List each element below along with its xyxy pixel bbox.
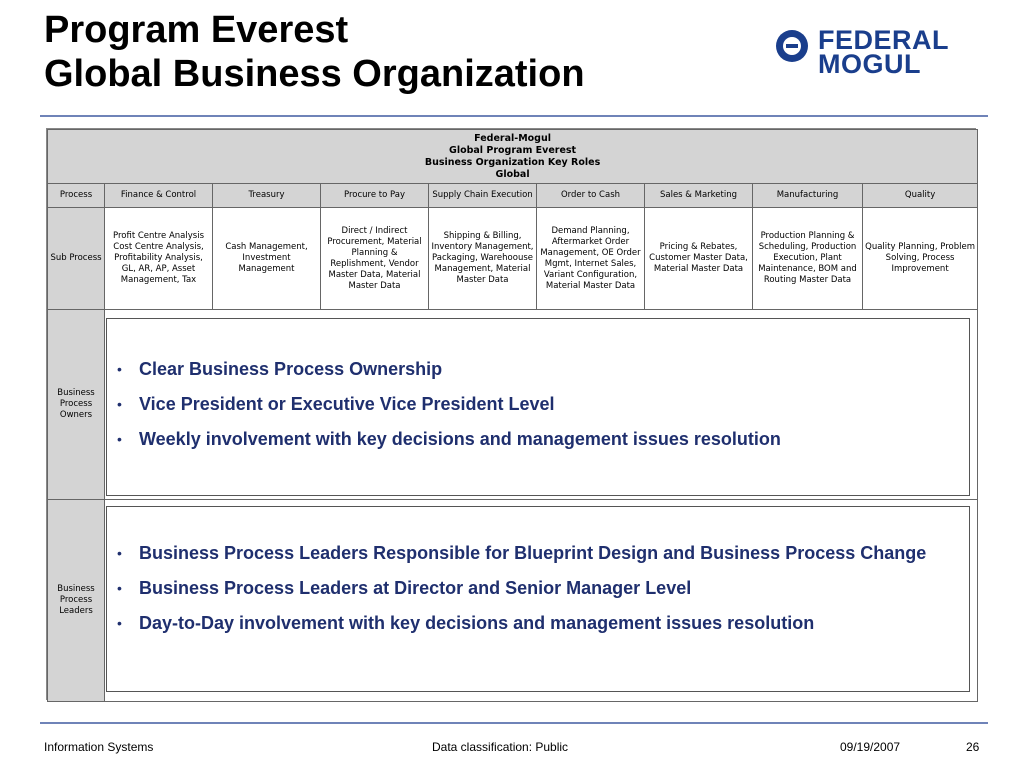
owners-callout-box	[106, 318, 970, 496]
company-logo	[776, 25, 991, 82]
bullet-icon: •	[117, 396, 122, 412]
column-header-order-to-cash: Order to Cash	[537, 184, 645, 208]
banner-line-3: Business Organization Key Roles	[424, 156, 601, 168]
subprocess-cell: Cash Management, Investment Management	[213, 208, 321, 310]
slide-title	[44, 8, 585, 96]
bullet-icon: •	[117, 545, 122, 561]
leaders-callout-box	[106, 506, 970, 692]
bullet-icon: •	[117, 615, 122, 631]
owners-row-label: Business Process Owners	[48, 310, 105, 500]
banner-line-2: Global Program Everest	[449, 144, 577, 156]
slide-title-line-1: Program Everest	[44, 9, 349, 51]
column-header-supply-chain: Supply Chain Execution	[429, 184, 537, 208]
subprocess-cell: Direct / Indirect Procurement, Material Planning & Replishment, Vendor Master Data, Material Master Data	[321, 208, 429, 310]
leaders-row-label: Business Process Leaders	[48, 500, 105, 702]
federal-mogul-emblem-icon	[776, 30, 808, 62]
subprocess-cell: Profit Centre Analysis Cost Centre Analysis, Profitability Analysis, GL, AR, AP, Asset Management, Tax	[105, 208, 213, 310]
header-divider	[40, 115, 988, 117]
table-banner	[48, 130, 978, 184]
bullet-icon: •	[117, 580, 122, 596]
process-header: Process	[48, 184, 105, 208]
page-number: 26	[966, 740, 980, 754]
footer-divider	[40, 722, 988, 724]
banner-line-1: Federal-Mogul	[474, 132, 551, 144]
list-item	[107, 357, 969, 381]
subprocess-cell: Pricing & Rebates, Customer Master Data, Material Master Data	[645, 208, 753, 310]
column-header-treasury: Treasury	[213, 184, 321, 208]
column-header-procure-to-pay: Procure to Pay	[321, 184, 429, 208]
subprocess-cell: Quality Planning, Problem Solving, Process Improvement	[863, 208, 978, 310]
subprocess-cell: Production Planning & Scheduling, Production Execution, Plant Maintenance, BOM and Routing Master Data	[753, 208, 863, 310]
owners-bullet-text: Vice President or Executive Vice President Level	[139, 394, 555, 414]
footer-date: 09/19/2007	[840, 740, 901, 754]
column-header-quality: Quality	[863, 184, 978, 208]
owners-bullet-text: Clear Business Process Ownership	[139, 359, 443, 379]
subprocess-cell: Shipping & Billing, Inventory Management, Packaging, Warehoouse Management, Material Master Data	[429, 208, 537, 310]
leaders-bullet-text: Day-to-Day involvement with key decisions and management issues resolution	[139, 613, 815, 633]
list-item	[107, 611, 969, 635]
subprocess-row-label: Sub Process	[48, 208, 105, 310]
leaders-bullet-text: Business Process Leaders at Director and Senior Manager Level	[139, 578, 692, 598]
subprocess-cell: Demand Planning, Aftermarket Order Management, OE Order Mgmt, Internet Sales, Variant Configuration, Material Master Data	[537, 208, 645, 310]
footer-department: Information Systems	[44, 740, 154, 754]
logo-wordmark	[818, 25, 949, 79]
leaders-bullet-list	[107, 541, 969, 635]
owners-bullet-text: Weekly involvement with key decisions and management issues resolution	[139, 429, 781, 449]
list-item	[107, 576, 969, 600]
list-item	[107, 541, 969, 565]
list-item	[107, 392, 969, 416]
bullet-icon: •	[117, 361, 122, 377]
column-header-manufacturing: Manufacturing	[753, 184, 863, 208]
slide-title-line-2: Global Business Organization	[44, 53, 585, 95]
column-header-sales-marketing: Sales & Marketing	[645, 184, 753, 208]
logo-line-2: MOGUL	[818, 49, 921, 79]
footer-classification: Data classification: Public	[432, 740, 569, 754]
list-item	[107, 427, 969, 451]
owners-bullet-list	[107, 357, 969, 451]
column-header-finance: Finance & Control	[105, 184, 213, 208]
banner-line-4: Global	[495, 168, 530, 180]
leaders-bullet-text: Business Process Leaders Responsible for Blueprint Design and Business Process Change	[139, 543, 927, 563]
bullet-icon: •	[117, 431, 122, 447]
logo-line-1: FEDERAL	[818, 25, 949, 55]
